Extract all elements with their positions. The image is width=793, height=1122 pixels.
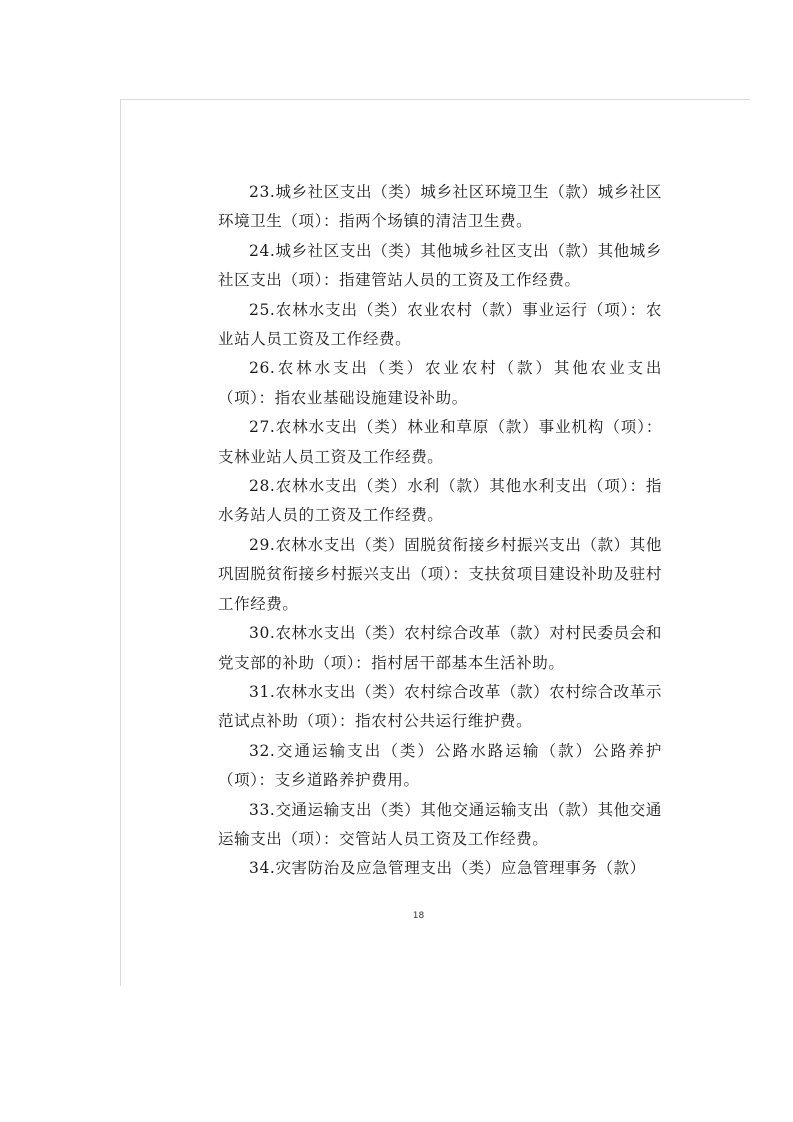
page-frame-left-border: [120, 99, 121, 986]
paragraph-28: 28.农林水支出（类）水利（款）其他水利支出（项）：指水务站人员的工资及工作经费。: [218, 477, 662, 525]
paragraph-31: 31.农林水支出（类）农村综合改革（款）农村综合改革示范试点补助（项）：指农村公共运行维护费。: [218, 682, 662, 731]
page-frame-top-border: [120, 99, 750, 100]
paragraph-27: 27.农林水支出（类）林业和草原（款）事业机构（项）：支林业站人员工资及工作经费。: [218, 418, 662, 466]
paragraph-23: 23.城乡社区支出（类）城乡社区环境卫生（款）城乡社区环境卫生（项）：指两个场镇的清洁卫生费。: [218, 183, 662, 231]
paragraph-24: 24.城乡社区支出（类）其他城乡社区支出（款）其他城乡社区支出（项）：指建管站人员的工资及工作经费。: [218, 241, 662, 290]
paragraph-32: 32.交通运输支出（类）公路水路运输（款）公路养护（项）：支乡道路养护费用。: [218, 741, 662, 790]
paragraph-26: 26.农林水支出（类）农业农村（款）其他农业支出（项）：指农业基础设施建设补助。: [218, 359, 662, 407]
paragraph-33: 33.交通运输支出（类）其他交通运输支出（款）其他交通运输支出（项）：交管站人员工资及工作经费。: [218, 800, 662, 848]
document-body: [218, 178, 662, 884]
paragraph-34: 34.灾害防治及应急管理支出（类）应急管理事务（款）: [249, 859, 646, 878]
paragraph-29: 29.农林水支出（类）固脱贫衔接乡村振兴支出（款）其他巩固脱贫衔接乡村振兴支出（项）：支扶贫项目建设补助及驻村工作经费。: [218, 535, 662, 613]
paragraph-25: 25.农林水支出（类）农业农村（款）事业运行（项）：农业站人员工资及工作经费。: [218, 300, 662, 349]
paragraph-30: 30.农林水支出（类）农村综合改革（款）对村民委员会和党支部的补助（项）：指村居干部基本生活补助。: [218, 624, 662, 672]
page-number: 18: [412, 911, 425, 921]
